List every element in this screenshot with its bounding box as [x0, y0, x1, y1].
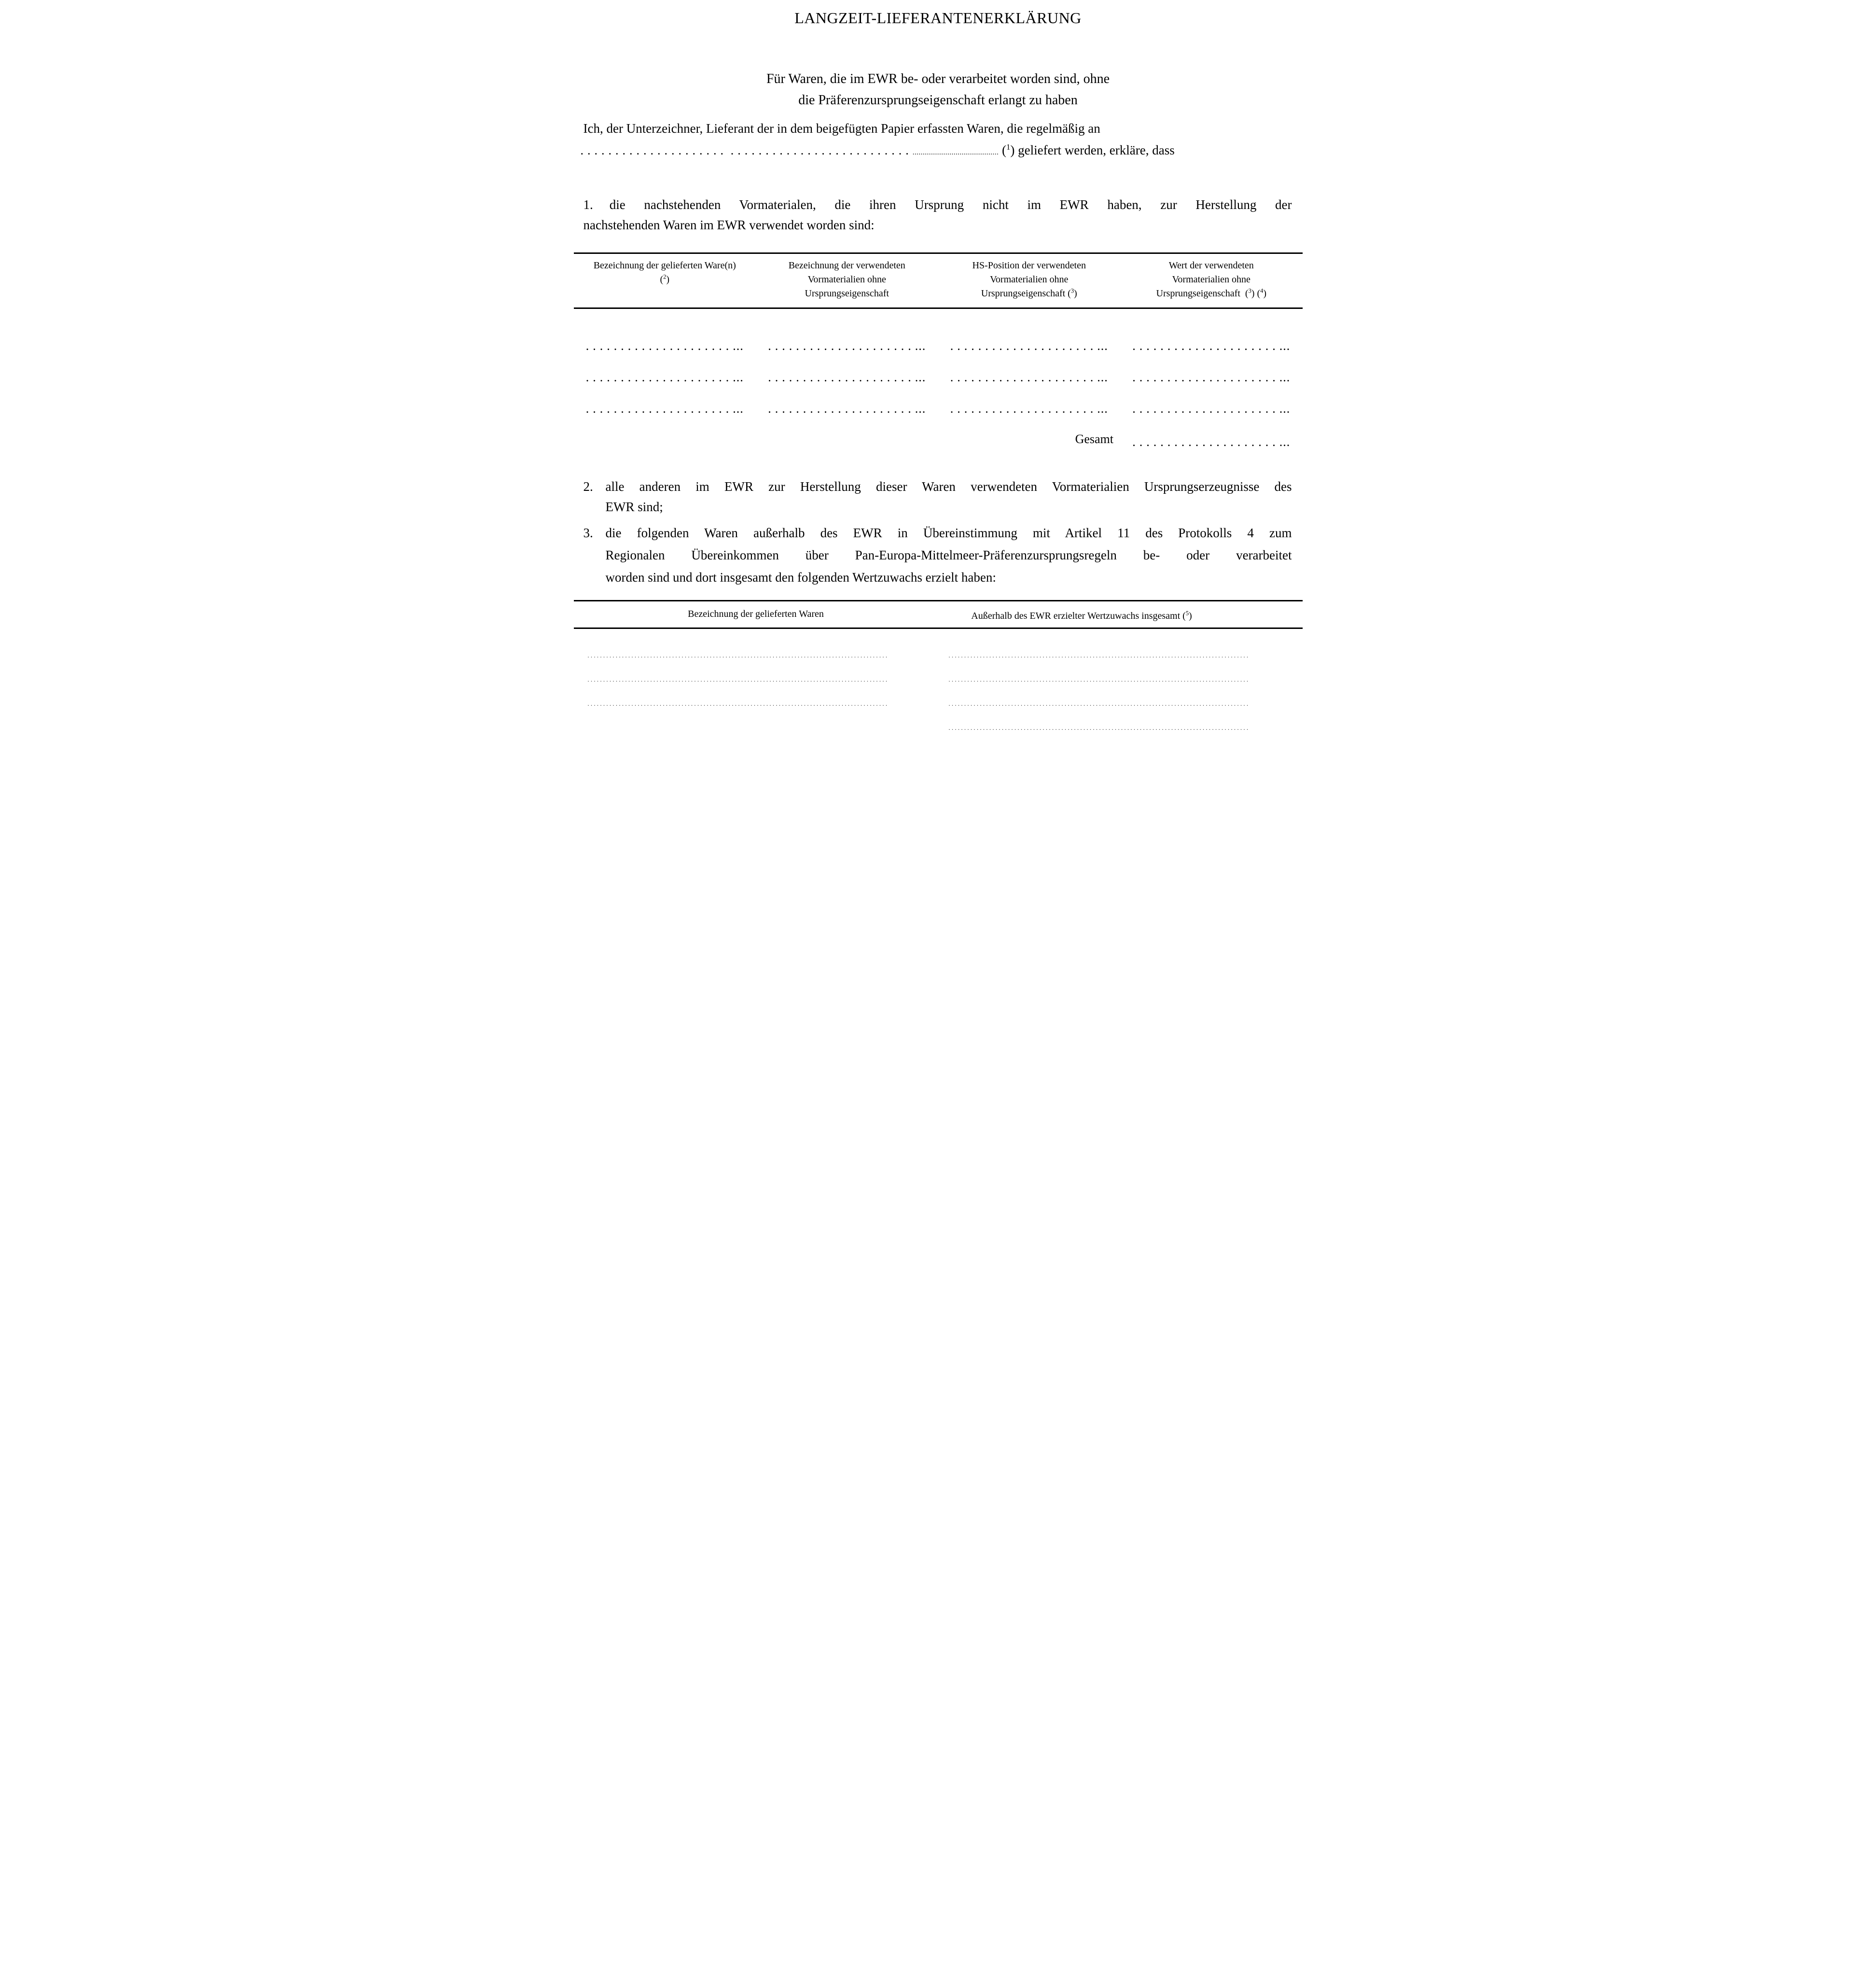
dotted-blank[interactable]: ..........................: [730, 143, 913, 157]
dotted-cell[interactable]: ........................: [768, 370, 926, 384]
value-added-table: [574, 600, 1303, 740]
item-text-line: Regionalen Übereinkommen über Pan-Europa-Mittelmeer-Präferenzursprungsregeln be- oder verarbeitet: [605, 548, 1292, 562]
value-added-table-header-row: [574, 600, 1303, 629]
footnote-ref-3: 3: [1248, 287, 1251, 294]
column-header-delivered-goods: Bezeichnung der gelieferten Ware(n) ($^2$): [574, 259, 756, 301]
subtitle: [574, 69, 1303, 111]
dotted-cell[interactable]: ........................: [950, 401, 1108, 416]
dotted-cell[interactable]: ................................................................................................: [948, 676, 1250, 683]
recipient-fill-in-line: ..................... .................................................................... ($^1$) geliefert werden, erkläre, dass: [580, 142, 1175, 157]
total-label: Gesamt: [1075, 432, 1113, 446]
item-text-line: worden sind und dort insgesamt den folgenden Wertzuwachs erzielt haben:: [605, 570, 996, 585]
footnote-ref-3: 3: [1070, 287, 1074, 294]
page-title: LANGZEIT-LIEFERANTENERKLÄRUNG: [794, 9, 1082, 27]
dotted-cell[interactable]: ........................: [950, 370, 1108, 384]
item-number: 2.: [583, 479, 593, 494]
total-row: [574, 424, 1303, 454]
footnote-ref-4: 4: [1260, 287, 1264, 294]
subtitle-line-1: Für Waren, die im EWR be- oder verarbeitet worden sind, ohne: [766, 71, 1110, 86]
column-header-materials-description: Bezeichnung der verwendeten Vormaterialien ohne Ursprungseigenschaft: [788, 260, 905, 299]
total-dotted-cell[interactable]: ........................: [1132, 435, 1291, 449]
column-header-materials-value: Wert der verwendeten Vormaterialien ohne Ursprungseigenschaft ($^3$) ($^4$): [1156, 260, 1266, 299]
table-row: [574, 643, 1303, 668]
item-text-line: die folgenden Waren außerhalb des EWR in Übereinstimmung mit Artikel 11 des Protokolls 4 zum: [605, 526, 1292, 540]
table-row: [574, 393, 1303, 424]
footnote-ref-2: ($^2$): [660, 273, 670, 285]
table-row: [574, 716, 1303, 740]
table-row: [574, 668, 1303, 692]
intro-paragraph: [580, 118, 1293, 164]
list-item-1: [584, 195, 1292, 235]
intro-text-line: Ich, der Unterzeichner, Lieferant der in dem beigefügten Papier erfassten Waren, die regelmäßig an: [583, 121, 1100, 136]
dotted-cell[interactable]: ................................................................................................: [587, 676, 889, 683]
dotted-cell[interactable]: ........................: [1132, 338, 1291, 353]
dotted-cell[interactable]: ................................................................................................: [948, 725, 1250, 731]
item-text-line: nachstehenden Waren im EWR verwendet worden sind:: [583, 218, 875, 232]
item-text-line: EWR sind;: [605, 500, 663, 514]
item-number: 3.: [583, 526, 593, 540]
list-item-2: [574, 476, 1292, 517]
item-text-line: die nachstehenden Vormaterialen, die ihren Ursprung nicht im EWR haben, zur Herstellung der: [609, 197, 1292, 212]
dotted-cell[interactable]: ........................: [950, 338, 1108, 353]
dotted-cell[interactable]: ........................: [585, 338, 744, 353]
value-added-table-body: [574, 629, 1303, 740]
list-item-3: [574, 522, 1292, 588]
materials-table-body: [574, 309, 1303, 454]
item-text-line: alle anderen im EWR zur Herstellung dieser Waren verwendeten Vormaterialien Ursprungserzeugnisse des: [605, 479, 1292, 494]
dotted-cell[interactable]: ........................: [768, 401, 926, 416]
intro-after-blank: geliefert werden, erkläre, dass: [1018, 143, 1175, 157]
table-row: [574, 362, 1303, 393]
dotted-cell[interactable]: ................................................................................................: [948, 652, 1250, 659]
dotted-cell[interactable]: ........................: [1132, 370, 1291, 384]
dotted-cell[interactable]: ........................: [585, 401, 744, 416]
column-header-delivered-goods-2: Bezeichnung der gelieferten Waren: [688, 609, 824, 619]
subtitle-line-2: die Präferenzursprungseigenschaft erlangt zu haben: [798, 93, 1078, 108]
dotted-cell[interactable]: ........................: [585, 370, 744, 384]
footnote-ref-1: 1: [1006, 142, 1011, 152]
document-page: [574, 0, 1303, 769]
dotted-cell[interactable]: ................................................................................................: [587, 700, 889, 707]
dotted-cell[interactable]: ................................................................................................: [948, 700, 1250, 707]
materials-table: [574, 252, 1303, 454]
dotted-cell[interactable]: ........................: [768, 338, 926, 353]
dotted-cell[interactable]: ........................: [1132, 401, 1291, 416]
dotted-cell[interactable]: ................................................................................................: [587, 652, 889, 659]
table-row: [574, 330, 1303, 362]
table-row: [574, 692, 1303, 716]
dotted-blank[interactable]: .....................: [580, 143, 727, 157]
column-header-hs-position: HS-Position der verwendeten Vormaterialien ohne Ursprungseigenschaft ($^3$): [972, 260, 1086, 299]
materials-table-header-row: [574, 252, 1303, 309]
column-header-value-added: Außerhalb des EWR erzielter Wertzuwachs insgesamt ($^5$): [971, 610, 1192, 621]
dotted-blank[interactable]: ..........................................: [912, 149, 999, 156]
footnote-ref-5: 5: [1185, 610, 1189, 617]
item-number: 1.: [583, 197, 593, 212]
